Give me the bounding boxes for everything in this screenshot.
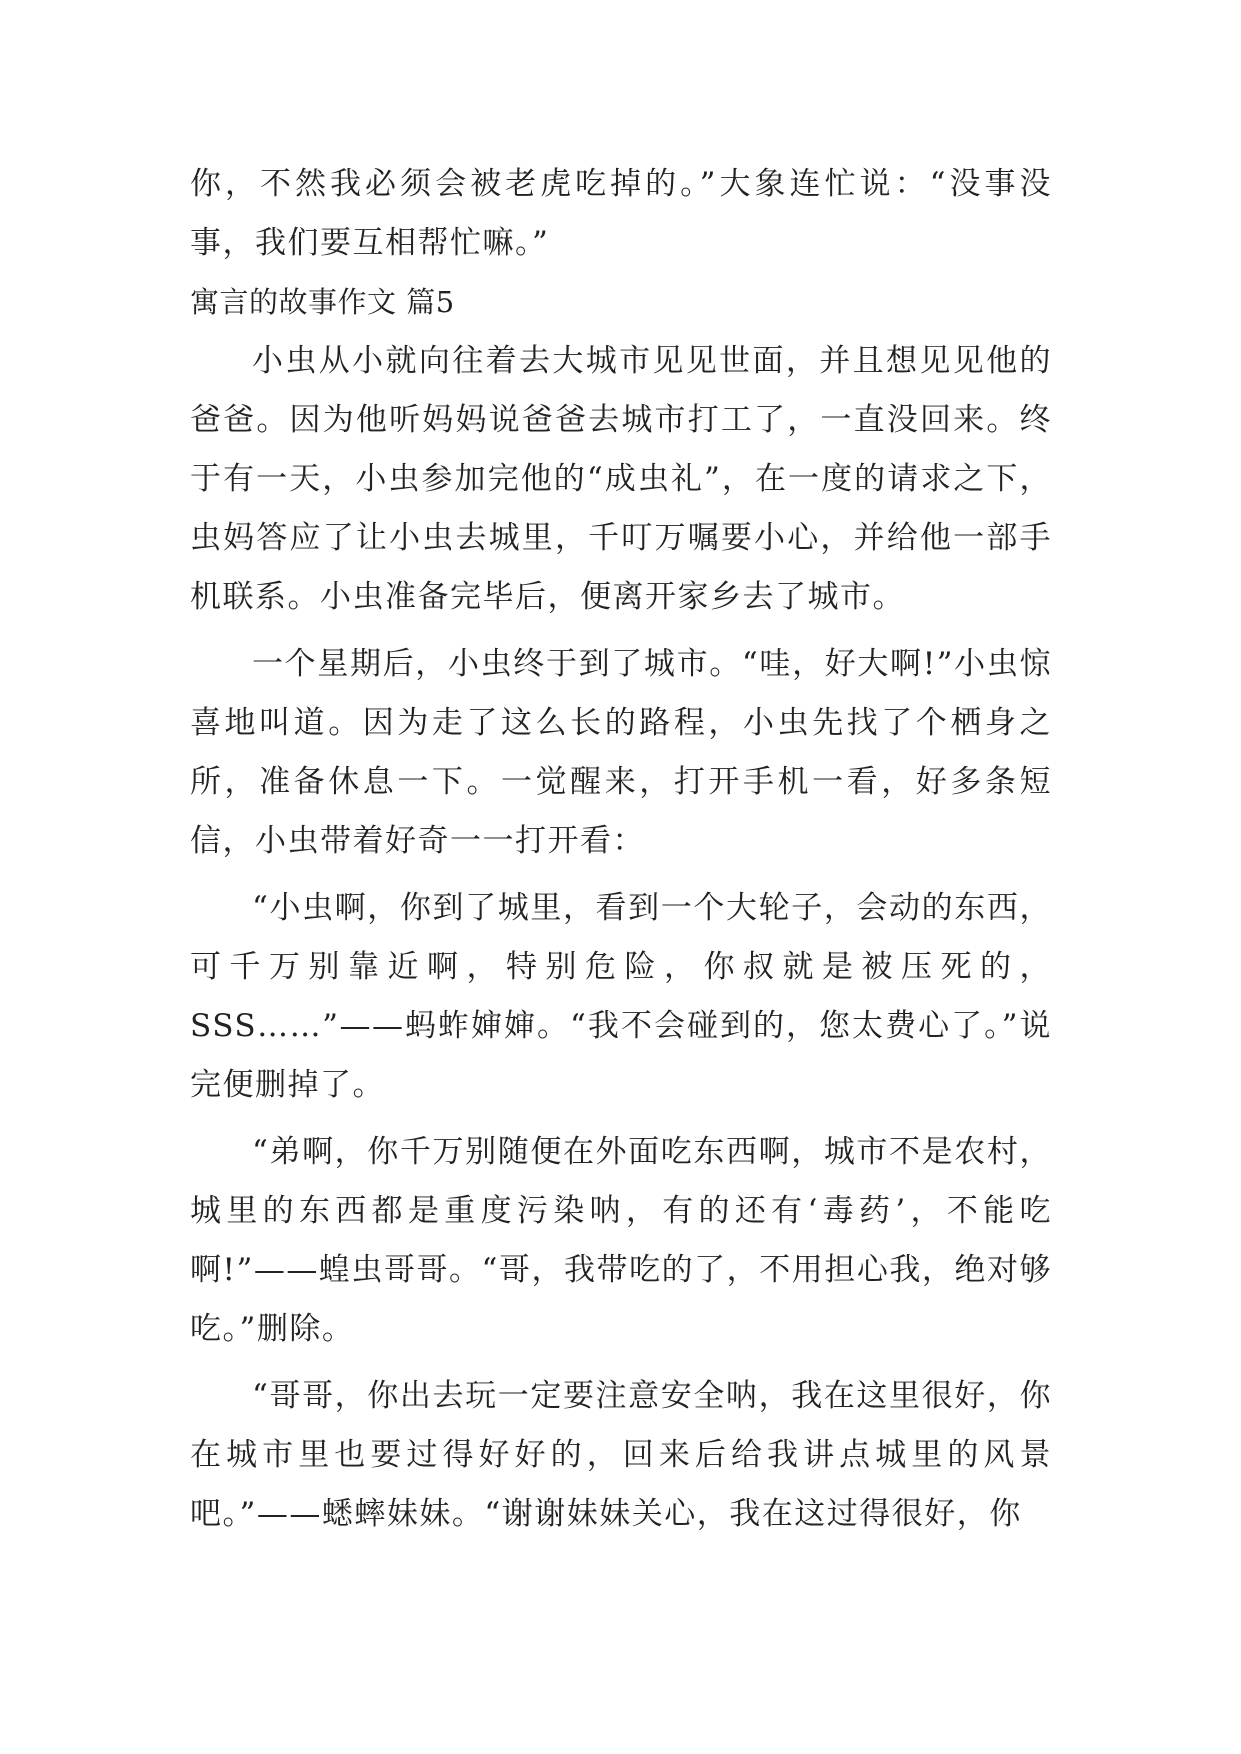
story-paragraph-2: 一个星期后，小虫终于到了城市。“哇，好大啊!”小虫惊喜地叫道。因为走了这么长的路程，小虫先找了个栖身之所，准备休息一下。一觉醒来，打开手机一看，好多条短信，小虫带着好奇一一打开看： — [190, 646, 1052, 859]
opening-paragraph: 你，不然我必须会被老虎吃掉的。”大象连忙说：“没事没事，我们要互相帮忙嘛。” — [190, 166, 1052, 261]
section-title: 寓言的故事作文 篇5 — [190, 285, 455, 319]
story-paragraph-1: 小虫从小就向往着去大城市见见世面，并且想见见他的爸爸。因为他听妈妈说爸爸去城市打工了，一直没回来。终于有一天，小虫参加完他的“成虫礼”，在一度的请求之下，虫妈答应了让小虫去城里，千叮万嘱要小心，并给他一部手机联系。小虫准备完毕后，便离开家乡去了城市。 — [190, 343, 1052, 615]
document-body — [190, 155, 1052, 1544]
story-paragraph-5: “哥哥，你出去玩一定要注意安全呐，我在这里很好，你在城市里也要过得好好的，回来后给我讲点城里的风景吧。”——蟋蟀妹妹。“谢谢妹妹关心，我在这过得很好，你 — [190, 1378, 1052, 1532]
story-paragraph-3: “小虫啊，你到了城里，看到一个大轮子，会动的东西，可千万别靠近啊，特别危险，你叔就是被压死的，SSS……”——蚂蚱婶婶。“我不会碰到的，您太费心了。”说完便删掉了。 — [190, 890, 1052, 1103]
story-paragraph-4: “弟啊，你千万别随便在外面吃东西啊，城市不是农村，城里的东西都是重度污染呐，有的还有‘毒药’，不能吃啊!”——蝗虫哥哥。“哥，我带吃的了，不用担心我，绝对够吃。”删除。 — [190, 1134, 1052, 1347]
